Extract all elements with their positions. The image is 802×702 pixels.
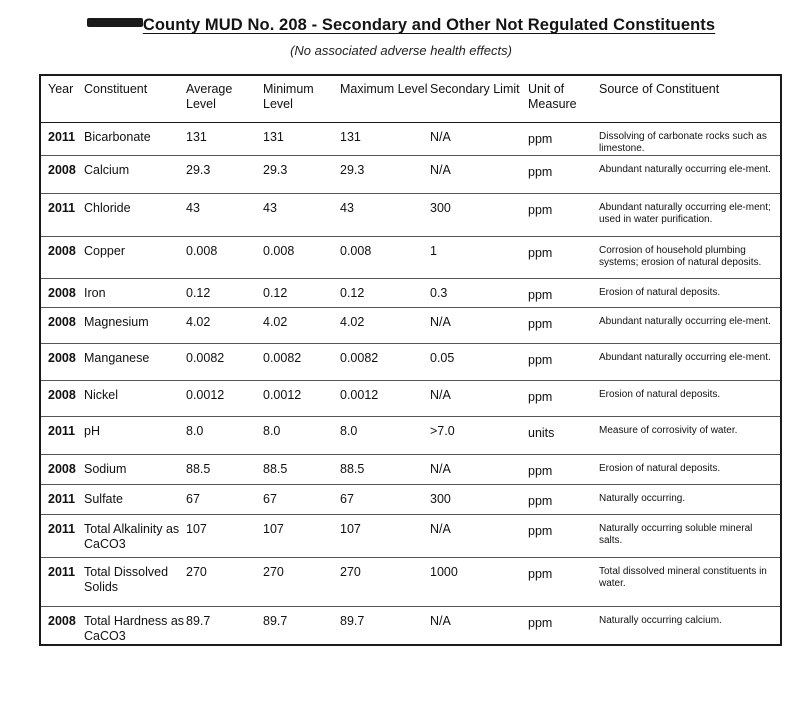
table-row [41,381,780,417]
table-body [41,123,780,647]
cell-source: Dissolving of carbonate rocks such as limestone. [599,123,780,156]
cell-minimum: 107 [263,515,340,558]
cell-constituent: pH [84,417,186,455]
table-row [41,194,780,237]
cell-maximum: 43 [340,194,430,237]
cell-maximum: 131 [340,123,430,156]
cell-year: 2008 [41,344,84,381]
cell-average: 0.0012 [186,381,263,417]
cell-source: Abundant naturally occurring ele-ment. [599,344,780,381]
cell-maximum: 0.0012 [340,381,430,417]
table-row [41,455,780,485]
cell-unit: ppm [528,194,599,237]
cell-average: 0.0082 [186,344,263,381]
cell-limit: 1 [430,237,528,279]
cell-constituent: Calcium [84,156,186,194]
cell-minimum: 43 [263,194,340,237]
cell-constituent: Nickel [84,381,186,417]
cell-minimum: 67 [263,485,340,515]
cell-maximum: 88.5 [340,455,430,485]
cell-constituent: Total Hardness as CaCO3 [84,607,186,647]
table-row [41,417,780,455]
cell-source: Abundant naturally occurring ele-ment. [599,156,780,194]
cell-limit: 1000 [430,558,528,607]
cell-unit: ppm [528,344,599,381]
cell-average: 67 [186,485,263,515]
cell-maximum: 0.008 [340,237,430,279]
cell-year: 2011 [41,417,84,455]
table-row [41,515,780,558]
cell-unit: ppm [528,279,599,308]
cell-constituent: Chloride [84,194,186,237]
cell-average: 107 [186,515,263,558]
cell-year: 2008 [41,237,84,279]
table-row [41,607,780,647]
cell-minimum: 8.0 [263,417,340,455]
cell-minimum: 0.008 [263,237,340,279]
page-subtitle: (No associated adverse health effects) [290,43,512,58]
cell-year: 2008 [41,455,84,485]
cell-source: Corrosion of household plumbing systems; erosion of natural deposits. [599,237,780,279]
cell-average: 0.008 [186,237,263,279]
cell-constituent: Sodium [84,455,186,485]
table-row [41,279,780,308]
cell-year: 2008 [41,279,84,308]
cell-constituent: Copper [84,237,186,279]
cell-limit: 0.05 [430,344,528,381]
cell-maximum: 107 [340,515,430,558]
cell-minimum: 131 [263,123,340,156]
cell-limit: 300 [430,194,528,237]
cell-source: Naturally occurring soluble mineral salts. [599,515,780,558]
constituents-table-frame [39,74,782,646]
cell-year: 2011 [41,194,84,237]
cell-unit: ppm [528,156,599,194]
redacted-mark [87,18,143,27]
table-row [41,308,780,344]
cell-year: 2011 [41,485,84,515]
cell-average: 8.0 [186,417,263,455]
cell-maximum: 8.0 [340,417,430,455]
cell-limit: >7.0 [430,417,528,455]
column-header-constituent: Constituent [84,82,148,96]
cell-constituent: Iron [84,279,186,308]
cell-average: 89.7 [186,607,263,647]
cell-unit: ppm [528,558,599,607]
cell-limit: N/A [430,308,528,344]
cell-year: 2011 [41,515,84,558]
cell-unit: ppm [528,607,599,647]
cell-source: Abundant naturally occurring ele-ment; used in water purification. [599,194,780,237]
column-header-year: Year [48,82,74,96]
cell-maximum: 29.3 [340,156,430,194]
cell-constituent: Bicarbonate [84,123,186,156]
cell-maximum: 89.7 [340,607,430,647]
cell-maximum: 67 [340,485,430,515]
cell-limit: 0.3 [430,279,528,308]
column-header-limit: Secondary Limit [430,82,520,96]
cell-unit: ppm [528,381,599,417]
column-header-unit: Unit of Measure [528,82,577,111]
cell-limit: N/A [430,123,528,156]
cell-average: 4.02 [186,308,263,344]
cell-limit: N/A [430,381,528,417]
cell-unit: ppm [528,308,599,344]
cell-minimum: 4.02 [263,308,340,344]
table-row [41,485,780,515]
cell-unit: ppm [528,515,599,558]
cell-average: 29.3 [186,156,263,194]
cell-unit: units [528,417,599,455]
cell-minimum: 0.0012 [263,381,340,417]
cell-source: Total dissolved mineral constituents in water. [599,558,780,607]
cell-limit: N/A [430,156,528,194]
constituents-table [41,76,780,647]
page-title-text: County MUD No. 208 - Secondary and Other Not Regulated Constituents [142,16,716,34]
cell-constituent: Total Dissolved Solids [84,558,186,607]
cell-source: Naturally occurring. [599,485,780,515]
cell-limit: N/A [430,607,528,647]
cell-unit: ppm [528,485,599,515]
cell-limit: N/A [430,455,528,485]
column-header-minimum: Minimum Level [263,82,314,111]
table-row [41,156,780,194]
cell-source: Erosion of natural deposits. [599,279,780,308]
cell-limit: N/A [430,515,528,558]
cell-year: 2008 [41,308,84,344]
cell-source: Erosion of natural deposits. [599,455,780,485]
cell-year: 2008 [41,381,84,417]
cell-unit: ppm [528,123,599,156]
cell-constituent: Magnesium [84,308,186,344]
column-header-average: Average Level [186,82,233,111]
cell-maximum: 0.12 [340,279,430,308]
cell-limit: 300 [430,485,528,515]
cell-unit: ppm [528,237,599,279]
cell-minimum: 89.7 [263,607,340,647]
cell-minimum: 0.0082 [263,344,340,381]
cell-year: 2008 [41,607,84,647]
table-row [41,558,780,607]
cell-source: Naturally occurring calcium. [599,607,780,647]
cell-constituent: Manganese [84,344,186,381]
table-row [41,123,780,156]
table-row [41,237,780,279]
cell-year: 2011 [41,123,84,156]
column-header-source: Source of Constituent [599,82,720,96]
cell-year: 2008 [41,156,84,194]
column-header-maximum: Maximum Level [340,82,428,96]
table-row [41,344,780,381]
cell-average: 43 [186,194,263,237]
cell-average: 88.5 [186,455,263,485]
cell-constituent: Sulfate [84,485,186,515]
cell-average: 270 [186,558,263,607]
cell-source: Erosion of natural deposits. [599,381,780,417]
cell-minimum: 0.12 [263,279,340,308]
cell-minimum: 88.5 [263,455,340,485]
cell-year: 2011 [41,558,84,607]
cell-maximum: 4.02 [340,308,430,344]
cell-maximum: 270 [340,558,430,607]
cell-constituent: Total Alkalinity as CaCO3 [84,515,186,558]
cell-source: Abundant naturally occurring ele-ment. [599,308,780,344]
cell-maximum: 0.0082 [340,344,430,381]
cell-minimum: 29.3 [263,156,340,194]
cell-minimum: 270 [263,558,340,607]
cell-unit: ppm [528,455,599,485]
cell-average: 131 [186,123,263,156]
page-title [0,16,802,35]
cell-average: 0.12 [186,279,263,308]
cell-source: Measure of corrosivity of water. [599,417,780,455]
table-header [41,76,780,123]
